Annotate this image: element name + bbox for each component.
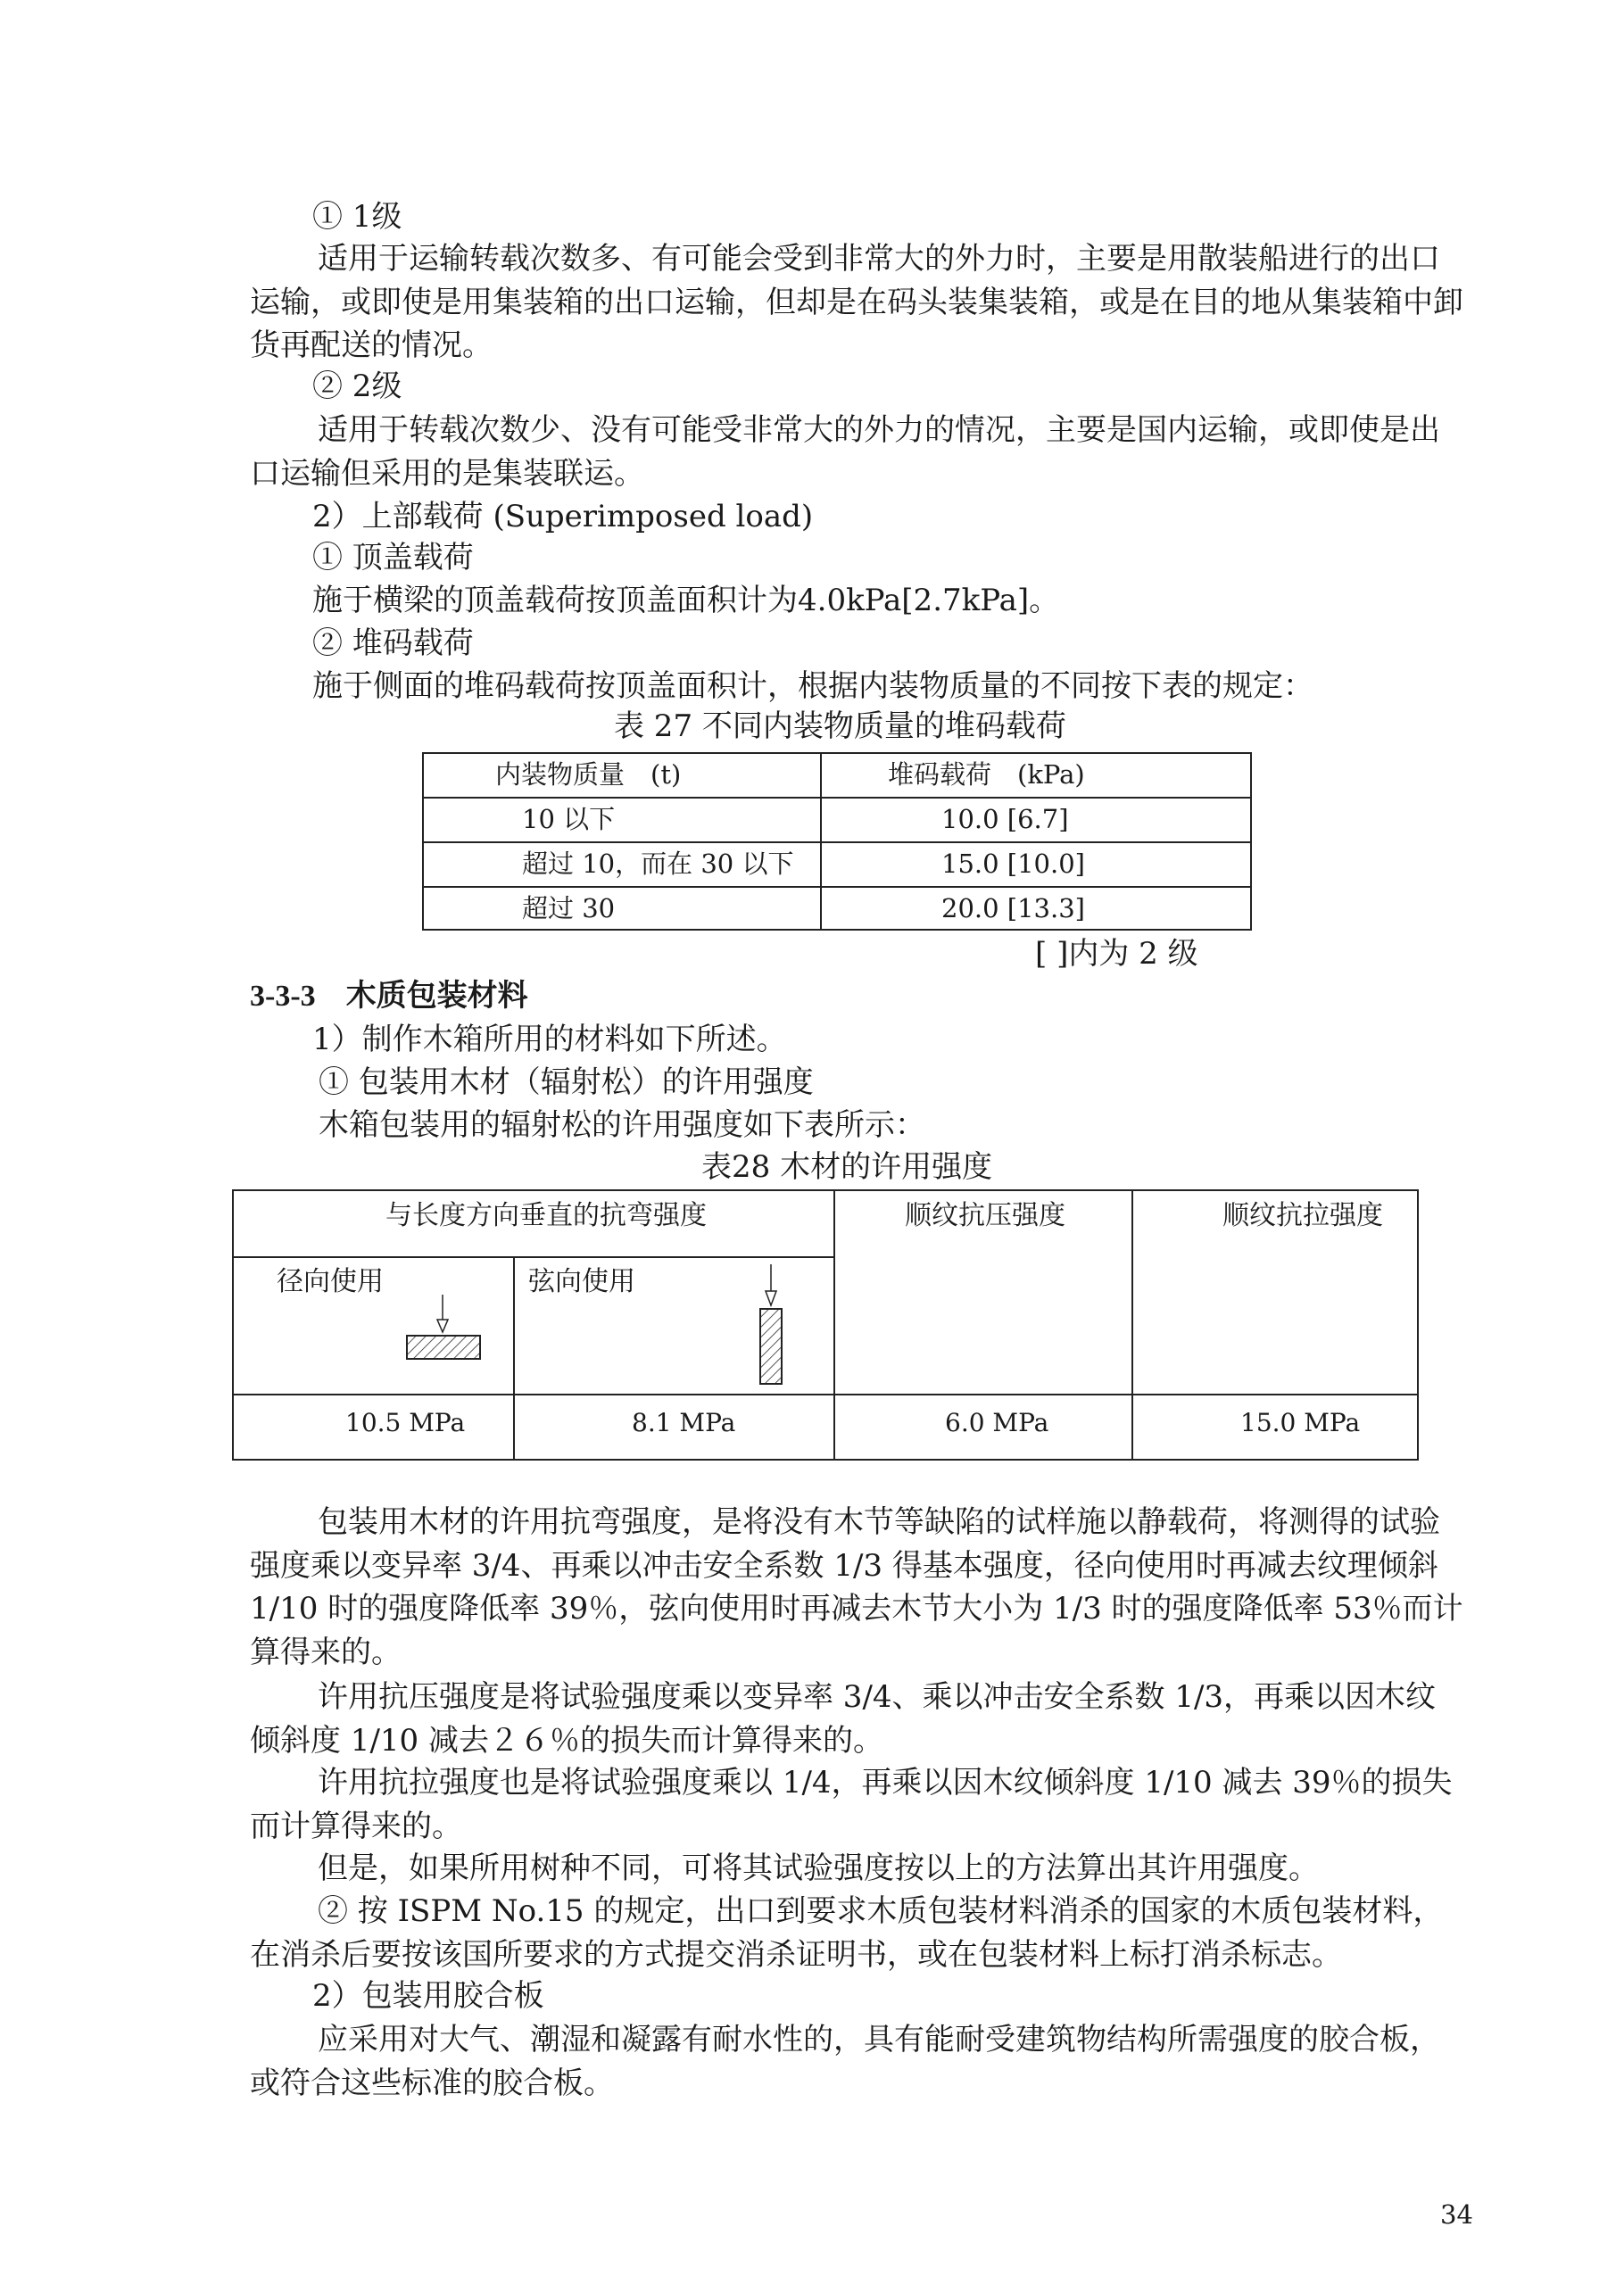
table-row — [424, 841, 1250, 886]
table27-cell-mass: 超过 30 — [522, 893, 616, 923]
plywood-title: 2）包装用胶合板 — [312, 1978, 544, 2014]
table28-value-tangential: 8.1 MPa — [632, 1408, 736, 1437]
tensile-strength-paragraph: 许用抗拉强度也是将试验强度乘以 1/4，再乘以因木纹倾斜度 1/10 减去 39％的损失而计算得来的。 — [250, 1765, 1453, 1844]
table28-divider — [833, 1191, 835, 1459]
table28-divider — [1131, 1191, 1133, 1459]
table27-note: [ ]内为 2 级 — [1035, 936, 1198, 972]
top-load-title: ① 顶盖载荷 — [312, 540, 474, 575]
table-row — [424, 886, 1250, 931]
superimposed-load-title: 2）上部载荷 (Superimposed load) — [312, 499, 814, 534]
materials-intro: 1）制作木箱所用的材料如下所述。 — [312, 1022, 787, 1057]
table28-sub-tangential: 弦向使用 — [528, 1266, 635, 1297]
table27-cell-mass: 超过 10，而在 30 以下 — [522, 849, 794, 879]
table28-header-compress: 顺纹抗压强度 — [905, 1200, 1065, 1231]
compressive-strength-paragraph: 许用抗压强度是将试验强度乘以变异率 3/4、乘以冲击安全系数 1/3，再乘以因木纹倾斜度 1/10 减去２６％的损失而计算得来的。 — [250, 1679, 1437, 1759]
grade2-title: ② 2级 — [312, 368, 402, 404]
table28-value-compress: 6.0 MPa — [945, 1408, 1049, 1437]
table27-header-load: 堆码载荷 (kPa) — [888, 759, 1085, 790]
table28-divider — [513, 1256, 515, 1459]
table28-divider — [234, 1394, 1417, 1395]
table28-header-bend: 与长度方向垂直的抗弯强度 — [385, 1200, 707, 1231]
radiata-pine-text: 木箱包装用的辐射松的许用强度如下表所示： — [319, 1107, 925, 1143]
table27-cell-mass: 10 以下 — [522, 804, 616, 834]
table-row — [424, 797, 1250, 841]
plywood-paragraph: 应采用对大气、潮湿和凝露有耐水性的，具有能耐受建筑物结构所需强度的胶合板，或符合这些标准的胶合板。 — [250, 2022, 1440, 2101]
radial-load-diagram — [398, 1293, 487, 1375]
stacking-load-title: ② 堆码载荷 — [312, 625, 474, 661]
section-heading: 3-3-3 木质包装材料 — [250, 980, 528, 1013]
table27-cell-load: 20.0 [13.3] — [941, 893, 1085, 923]
table28-caption: 表28 木材的许用强度 — [701, 1149, 993, 1185]
table27-cell-load: 15.0 [10.0] — [941, 849, 1085, 879]
table28-sub-radial: 径向使用 — [277, 1266, 384, 1297]
table28 — [232, 1189, 1419, 1461]
radiata-pine-title: ① 包装用木材（辐射松）的许用强度 — [319, 1064, 814, 1100]
table27-header-mass: 内装物质量 (t) — [495, 759, 682, 790]
table27 — [422, 752, 1252, 931]
page-number: 34 — [1440, 2199, 1473, 2230]
tangential-load-diagram — [744, 1263, 798, 1389]
top-load-text: 施于横梁的顶盖载荷按顶盖面积计为4.0kPa[2.7kPa]。 — [312, 583, 1060, 618]
stacking-load-text: 施于侧面的堆码载荷按顶盖面积计，根据内装物质量的不同按下表的规定： — [312, 668, 1313, 704]
table27-cell-load: 10.0 [6.7] — [941, 804, 1069, 834]
table28-divider — [234, 1256, 833, 1258]
other-species-paragraph: 但是，如果所用树种不同，可将其试验强度按以上的方法算出其许用强度。 — [318, 1850, 1319, 1886]
grade1-title: ① 1级 — [312, 199, 402, 235]
bending-strength-paragraph: 包装用木材的许用抗弯强度，是将没有木节等缺陷的试样施以静载荷，将测得的试验强度乘以变异率 3/4、再乘以冲击安全系数 1/3 得基本强度，径向使用时再减去纹理倾斜 1/10 时的强度降低率 39％，弦向使用时再减去木节大小为 1/3 时的强度降低率 53％而计算得来的。 — [250, 1504, 1463, 1670]
table28-header-tensile: 顺纹抗拉强度 — [1222, 1200, 1383, 1231]
table28-value-radial: 10.5 MPa — [345, 1408, 466, 1437]
ispm-paragraph: ② 按 ISPM No.15 的规定，出口到要求木质包装材料消杀的国家的木质包装材料，在消杀后要按该国所要求的方式提交消杀证明书，或在包装材料上标打消杀标志。 — [250, 1893, 1444, 1973]
grade1-paragraph: 适用于运输转载次数多、有可能会受到非常大的外力时，主要是用散装船进行的出口运输，或即使是用集装箱的出口运输，但却是在码头装集装箱，或是在目的地从集装箱中卸货再配送的情况。 — [250, 241, 1463, 363]
table27-header-row — [424, 754, 1250, 797]
table27-caption: 表 27 不同内装物质量的堆码载荷 — [614, 708, 1066, 744]
grade2-paragraph: 适用于转载次数少、没有可能受非常大的外力的情况，主要是国内运输，或即使是出口运输但采用的是集装联运。 — [250, 412, 1440, 492]
table28-value-tensile: 15.0 MPa — [1240, 1408, 1361, 1437]
